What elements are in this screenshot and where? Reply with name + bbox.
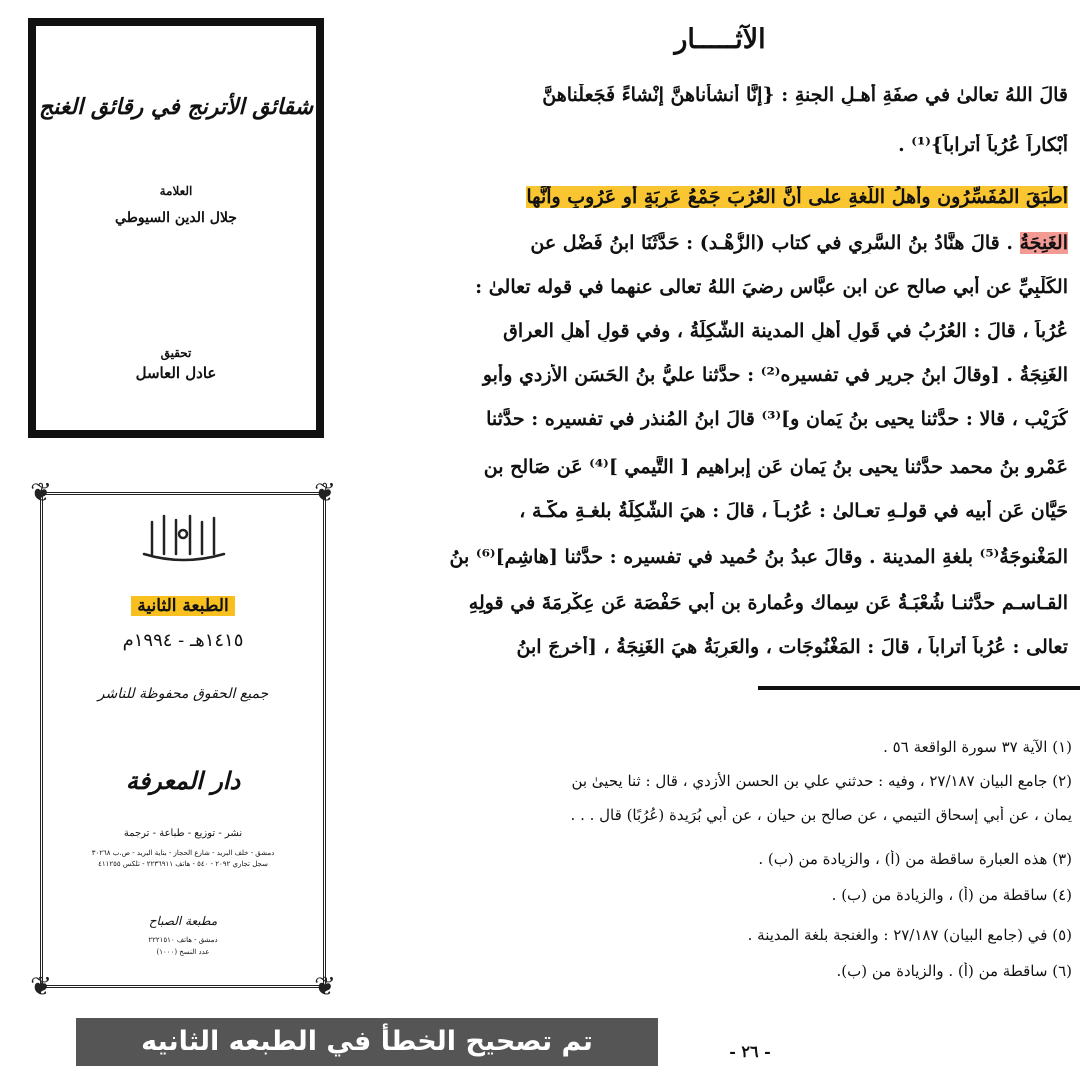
footnote: (٢) جامع البيان ٢٧/١٨٧ ، وفيه : حدثني علي بن الحسن الأزدي ، قال : ثنا يحيىٰ بن [571, 772, 1072, 790]
text-span: . قالَ هنَّادُ بنُ السَّرِي في كتاب (الزُّهْـد) : حَدَّثَنَا ابنُ فَضْل عن [530, 232, 1020, 254]
footnote: (٤) ساقطة من (أ) ، والزيادة من (ب) . [831, 886, 1072, 904]
text-line: كُرَيْب ، قالا : حدَّثنا يحيى بنُ يَمان و]⁽³⁾ قالَ ابنُ المُنذر في تفسيره : حدَّثنا [486, 408, 1068, 430]
footnote-separator [758, 686, 1080, 690]
footnote: (٣) هذه العبارة ساقطة من (أ) ، والزيادة من (ب) . [758, 850, 1072, 868]
edition-year: ١٤١٥هـ - ١٩٩٤م [122, 630, 244, 651]
copies-count: عدد النسخ (١٠٠٠) [156, 948, 210, 956]
page-heading: الآثـــــار [674, 24, 766, 55]
text-line: المَغْنوجَةُ⁽⁵⁾ بلغةِ المدينة . وقالَ عبدُ بنُ حُميد في تفسيره : حدَّثنا [هاشِم]⁽⁶⁾ بنُ [449, 546, 1068, 568]
printer-contact: دمشق - هاتف ٢٢٢١٥١٠ [148, 936, 218, 944]
cover-title: شقائق الأترنج في رقائق الغنج [38, 94, 314, 120]
highlighted-line [412, 232, 1068, 254]
cover-author-name: جلال الدين السيوطي [115, 210, 237, 226]
book-cover [28, 18, 324, 438]
highlight-red: الغَنِجَةُ [1019, 232, 1068, 254]
cover-editor-name: عادل العاسل [135, 364, 217, 382]
text-line: الكَلْبِيِّ عن أبي صالح عن ابن عبَّاس رضيَ اللهُ تعالى عنهما في قوله تعالىٰ : [475, 276, 1068, 298]
page-number: - ٢٦ - [729, 1042, 771, 1061]
publisher-address-line: سجل تجاري ٢٠٩٢ - ٥٤٠ - هاتف ٢٢٣٦٩١١ - تلكس ٤١١٢٥٥ [98, 860, 268, 868]
publisher-services: نشر - توزيع - طباعة - ترجمة [123, 828, 243, 839]
publisher-address-line: دمشق - خلف البريد - شارع الحجاز - بناية البريد - ص.ب ٣٠٢٦٨ [91, 849, 275, 857]
correction-banner: تم تصحيح الخطأ في الطبعه الثانيه [76, 1018, 658, 1066]
cover-author-title: العلامة [159, 184, 193, 198]
basmala-calligraphy-icon [138, 510, 228, 570]
edition-label: الطبعة الثانية [131, 596, 234, 616]
edition-label-wrap [28, 596, 338, 616]
text-line: الغَنِجَةُ . [وقالَ ابنُ جرير في تفسيره⁽²⁾ : حدَّثنا عليُّ بنُ الحَسَنِ الأزدي وأبو [482, 364, 1068, 386]
text-line: أبْكاراً عُرُباً أتراباً}⁽¹⁾ . [898, 134, 1068, 156]
copyright-notice: جميع الحقوق محفوظة للناشر [97, 686, 269, 702]
text-line: القـاسـم حدَّثنـا شُعْبَـةُ عَن سِماك وعُمارة بن أبي حَفْصَة عَن عِكْرِمَةَ في قولِهِ [468, 592, 1068, 614]
text-line: عَمْرو بنُ محمد حدَّثنا يحيى بنُ يَمان عَن إبراهيم [ التَّيمي ]⁽⁴⁾ عَن صَالح بن [483, 456, 1068, 478]
publisher-name: دار المعرفة [125, 766, 241, 795]
highlight-yellow: أطْبَقَ المُفَسِّرُون وأهلُ اللُّغةِ على أنَّ العُرُبَ جَمْعُ عَرِبَةٍ أو عَرُوبٍ وأنَّها [526, 186, 1068, 208]
footnote: يمان ، عن أبي إسحاق التيمي ، عن صالح بن حيان ، عن أبي بُرَيدة (عُرُبًا) قال . . . [570, 806, 1072, 824]
ornament-corner-icon: ❦ [314, 478, 336, 508]
text-line: حَيَّان عَن أبيه في قولـهِ تعـالىٰ : عُرُبـاً ، قالَ : هيَ الشَّكِلَةُ بلغـةِ مكّـة ، [519, 500, 1068, 522]
ornament-corner-icon: ❦ [314, 972, 336, 1002]
ornament-corner-icon: ❦ [30, 478, 52, 508]
publication-page [28, 480, 338, 1000]
footnote: (٥) في (جامع البيان) ٢٧/١٨٧ : والغنجة بلغة المدينة . [747, 926, 1072, 944]
printer-name: مطبعة الصباح [148, 914, 218, 928]
cover-editor-label: تحقيق [160, 346, 192, 360]
ornament-corner-icon: ❦ [30, 972, 52, 1002]
publisher-address [46, 848, 320, 870]
highlighted-line [412, 186, 1068, 208]
text-line: قالَ اللهُ تعالىٰ في صفَةِ أهـلِ الجنةِ : {إنَّا أنشأْناهنَّ إنْشاءً فَجَعلْناهنَّ [542, 84, 1068, 106]
text-line: تعالى : عُرُباً أتراباً ، قالَ : المَغْنُوجَات ، والعَرِبَةُ هيَ الغَنِجَةُ ، [أخرجَ ابنُ [516, 636, 1068, 658]
text-line: عُرُباً ، قالَ : العُرُبُ في قَولِ أهلِ المدينة الشَّكِلَةُ ، وفي قولِ أهلِ العراقِ [503, 320, 1068, 342]
footnote: (١) الآية ٣٧ سورة الواقعة ٥٦ . [883, 738, 1072, 756]
footnote: (٦) ساقطة من (أ) . والزيادة من (ب). [836, 962, 1072, 980]
